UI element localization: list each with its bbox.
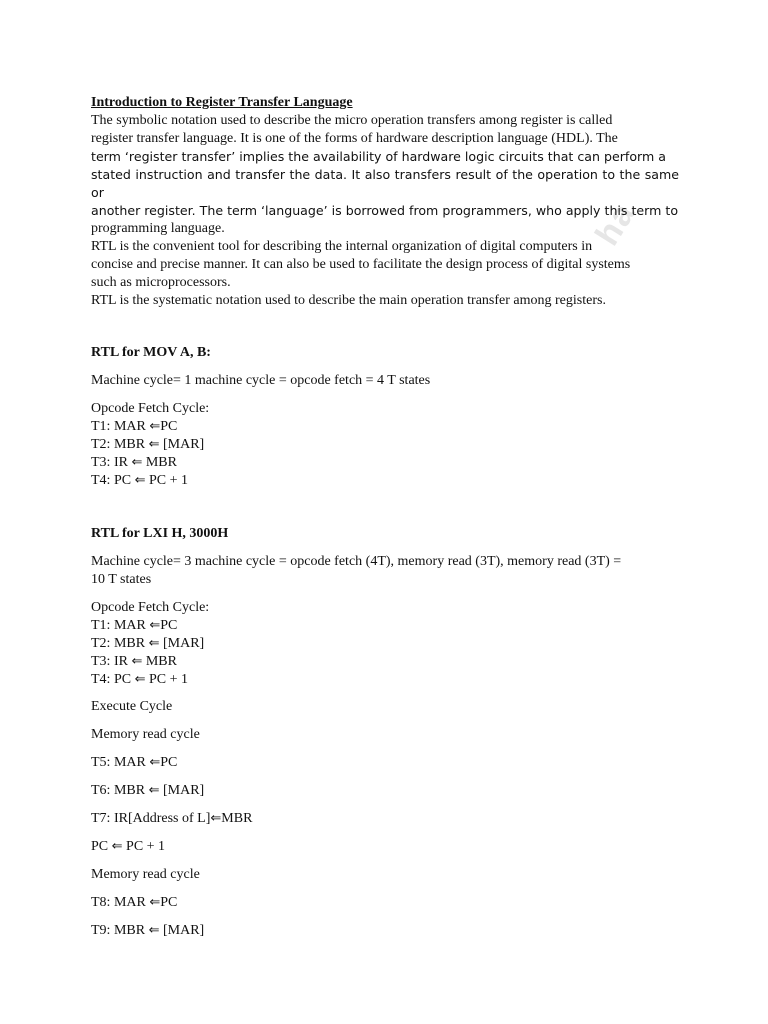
step-left: T6: MBR xyxy=(91,783,149,798)
mov-step-t1 xyxy=(91,418,679,436)
left-arrow-icon: ⇐ xyxy=(148,923,160,938)
lxi-step-pc xyxy=(91,838,679,856)
step-right: PC + 1 xyxy=(122,839,166,854)
left-arrow-icon: ⇐ xyxy=(148,437,160,452)
execute-cycle-label: Execute Cycle xyxy=(91,699,173,714)
lxi-machine-cycle-1: Machine cycle= 3 machine cycle = opcode fetch (4T), memory read (3T), memory read (3T) = xyxy=(91,554,622,569)
step-left: T5: MAR xyxy=(91,755,150,770)
step-right: MBR xyxy=(142,455,177,470)
lxi-fetch-title: Opcode Fetch Cycle: xyxy=(91,600,210,615)
step-right: PC + 1 xyxy=(145,672,189,687)
step-right: MBR xyxy=(221,811,253,826)
intro-line-2: register transfer language. It is one of the forms of hardware description language (HDL). The xyxy=(91,131,618,146)
left-arrow-icon: ⇐ xyxy=(149,895,161,910)
left-arrow-icon: ⇐ xyxy=(210,811,222,826)
rtl-line-3: such as microprocessors. xyxy=(91,275,231,290)
step-left: T2: MBR xyxy=(91,636,149,651)
mov-step-t3 xyxy=(91,454,679,472)
mov-step-t2 xyxy=(91,436,679,454)
lxi-machine-cycle-2: 10 T states xyxy=(91,572,152,587)
left-arrow-icon: ⇐ xyxy=(148,636,160,651)
step-right: [MAR] xyxy=(159,783,205,798)
document-page xyxy=(91,94,679,940)
memory-read-label-1: Memory read cycle xyxy=(91,727,200,742)
lxi-step-t9 xyxy=(91,922,679,940)
step-left: T3: IR xyxy=(91,455,132,470)
mov-machine-cycle: Machine cycle= 1 machine cycle = opcode fetch = 4 T states xyxy=(91,373,431,388)
lxi-step-t5 xyxy=(91,754,679,772)
left-arrow-icon: ⇐ xyxy=(148,783,160,798)
lxi-step-t3 xyxy=(91,653,679,671)
step-right: PC xyxy=(160,419,178,434)
lxi-step-t7 xyxy=(91,810,679,828)
lxi-step-t2 xyxy=(91,635,679,653)
step-right: [MAR] xyxy=(159,636,205,651)
left-arrow-icon: ⇐ xyxy=(149,618,161,633)
step-left: T1: MAR xyxy=(91,618,150,633)
left-arrow-icon: ⇐ xyxy=(131,455,143,470)
left-arrow-icon: ⇐ xyxy=(149,419,161,434)
step-right: [MAR] xyxy=(159,437,205,452)
left-arrow-icon: ⇐ xyxy=(131,654,143,669)
intro-title: Introduction to Register Transfer Language xyxy=(91,95,353,110)
mov-step-t4 xyxy=(91,472,679,490)
left-arrow-icon: ⇐ xyxy=(134,473,146,488)
step-left: T3: IR xyxy=(91,654,132,669)
step-left: T4: PC xyxy=(91,672,135,687)
rtl-line-2: concise and precise manner. It can also be used to facilitate the design process of digital systems xyxy=(91,257,631,272)
intro-line-1: The symbolic notation used to describe the micro operation transfers among register is called xyxy=(91,113,613,128)
mov-heading: RTL for MOV A, B: xyxy=(91,345,211,360)
step-right: PC xyxy=(160,618,178,633)
step-left: T4: PC xyxy=(91,473,135,488)
step-right: PC xyxy=(160,755,178,770)
intro-line-6: programming language. xyxy=(91,221,225,236)
lxi-step-t6 xyxy=(91,782,679,800)
step-right: MBR xyxy=(142,654,177,669)
rtl-systematic-line: RTL is the systematic notation used to describe the main operation transfer among registers. xyxy=(91,293,606,308)
intro-line-5: another register. The term ‘language’ is borrowed from programmers, who apply this term to xyxy=(91,203,679,218)
lxi-step-t4 xyxy=(91,671,679,689)
watermark: ha xyxy=(588,194,644,253)
step-left: T8: MAR xyxy=(91,895,150,910)
step-left: T2: MBR xyxy=(91,437,149,452)
left-arrow-icon: ⇐ xyxy=(111,839,123,854)
lxi-step-t1 xyxy=(91,617,679,635)
rtl-line-1: RTL is the convenient tool for describing the internal organization of digital computers in xyxy=(91,239,593,254)
memory-read-label-2: Memory read cycle xyxy=(91,867,200,882)
step-right: PC xyxy=(160,895,178,910)
step-left: T1: MAR xyxy=(91,419,150,434)
step-left: PC xyxy=(91,839,112,854)
left-arrow-icon: ⇐ xyxy=(134,672,146,687)
step-right: [MAR] xyxy=(159,923,205,938)
lxi-step-t8 xyxy=(91,894,679,912)
mov-fetch-title: Opcode Fetch Cycle: xyxy=(91,401,210,416)
step-left: T7: IR[Address of L] xyxy=(91,811,211,826)
step-left: T9: MBR xyxy=(91,923,149,938)
lxi-heading: RTL for LXI H, 3000H xyxy=(91,526,229,541)
step-right: PC + 1 xyxy=(145,473,189,488)
left-arrow-icon: ⇐ xyxy=(149,755,161,770)
intro-line-4: stated instruction and transfer the data. It also transfers result of the operation to the same or xyxy=(91,167,679,200)
intro-line-3: term ‘register transfer’ implies the availability of hardware logic circuits that can perform a xyxy=(91,149,666,164)
